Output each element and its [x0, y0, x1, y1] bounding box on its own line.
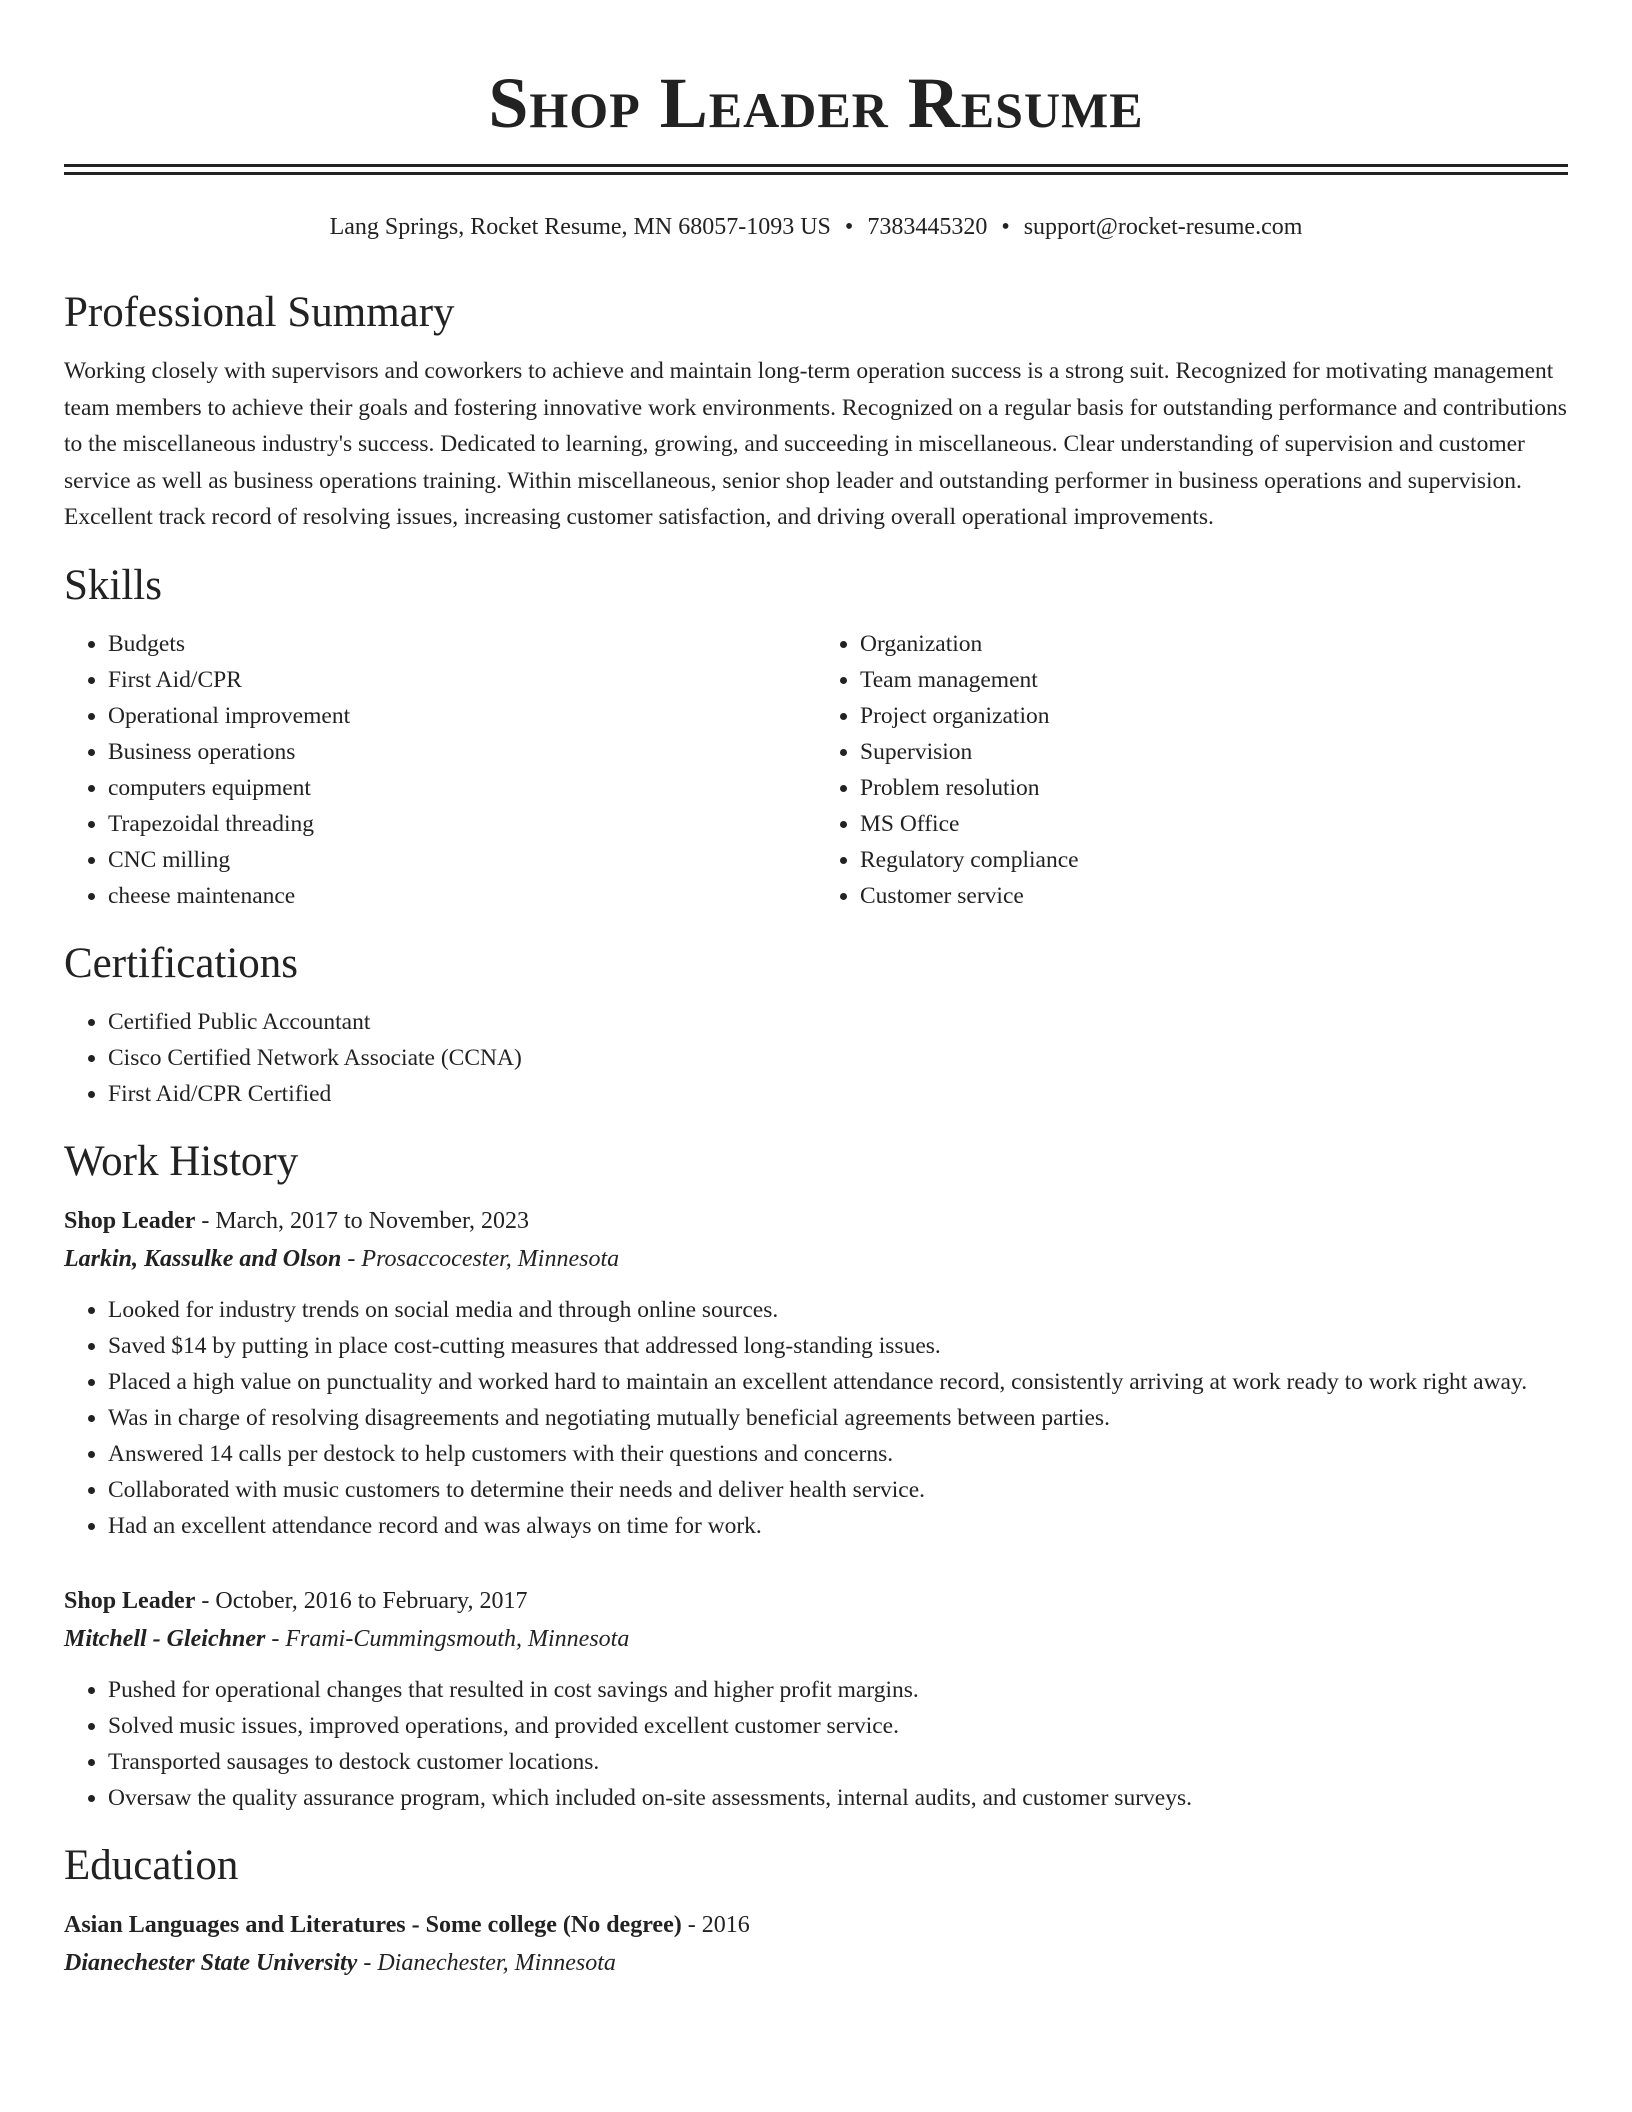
contact-address: Lang Springs, Rocket Resume, MN 68057-1093 US — [329, 214, 831, 240]
skill-item: • MS Office — [860, 806, 1568, 842]
resume-page — [64, 0, 1568, 1982]
skills-columns — [64, 626, 1568, 914]
job-bullets — [64, 1292, 1568, 1544]
education-degree: Asian Languages and Literatures - Some college (No degree) — [64, 1911, 682, 1938]
work-history-section — [64, 1134, 1568, 1816]
skill-item: • Operational improvement — [108, 698, 816, 734]
education-section — [64, 1838, 1568, 1982]
certification-item: • First Aid/CPR Certified — [108, 1076, 1568, 1112]
summary-text: Working closely with supervisors and coworkers to achieve and maintain long-term operation success is a strong suit. Recognized for motivating management team members to achieve their goals and fostering innovative work environments. Recognized on a regular basis for outstanding performance and contributions to the miscellaneous industry's success. Dedicated to learning, growing, and succeeding in miscellaneous. Clear understanding of supervision and customer service as well as business operations training. Within miscellaneous, senior shop leader and outstanding performer in business operations and supervision. Excellent track record of resolving issues, increasing customer satisfaction, and driving overall operational improvements. — [64, 358, 1567, 530]
summary-heading: Professional Summary — [64, 289, 455, 336]
skill-item: • Customer service — [860, 878, 1568, 914]
job-company: Larkin, Kassulke and Olson — [64, 1245, 342, 1272]
skills-left-list — [64, 626, 816, 914]
skill-item: • computers equipment — [108, 770, 816, 806]
education-heading: Education — [64, 1841, 239, 1889]
education-entry — [64, 1906, 1568, 1982]
skill-item: • Regulatory compliance — [860, 842, 1568, 878]
job-entry — [64, 1202, 1568, 1544]
job-location: Frami-Cummingsmouth, Minnesota — [285, 1625, 630, 1652]
job-bullets — [64, 1672, 1568, 1816]
skill-item: • Supervision — [860, 734, 1568, 770]
skill-item: • CNC milling — [108, 842, 816, 878]
skills-section — [64, 558, 1568, 914]
skill-item: • Problem resolution — [860, 770, 1568, 806]
job-bullet: • Answered 14 calls per destock to help customers with their questions and concerns. — [108, 1436, 1568, 1472]
job-dates: March, 2017 to November, 2023 — [215, 1207, 529, 1234]
contact-separator: • — [844, 214, 854, 240]
title-divider — [64, 164, 1568, 175]
contact-email: support@rocket-resume.com — [1023, 214, 1303, 240]
job-bullet: • Transported sausages to destock customer locations. — [108, 1744, 1568, 1780]
certifications-heading: Certifications — [64, 939, 299, 987]
skill-item: • Trapezoidal threading — [108, 806, 816, 842]
work-history-heading: Work History — [64, 1137, 299, 1185]
job-header: Shop Leader - March, 2017 to November, 2023 — [64, 1207, 529, 1234]
job-entry — [64, 1582, 1568, 1816]
contact-separator: • — [1001, 214, 1010, 240]
skill-item: • Team management — [860, 662, 1568, 698]
job-location: Prosaccocester, Minnesota — [361, 1245, 620, 1272]
contact-line — [64, 211, 1568, 243]
job-employer: Mitchell - Gleichner - Frami-Cummingsmouth, Minnesota — [64, 1625, 630, 1652]
job-bullet: • Pushed for operational changes that resulted in cost savings and higher profit margins. — [108, 1672, 1568, 1708]
skill-item: • Organization — [860, 626, 1568, 662]
skill-item: • Project organization — [860, 698, 1568, 734]
job-dates: October, 2016 to February, 2017 — [215, 1587, 528, 1614]
education-header: Asian Languages and Literatures - Some college (No degree) - 2016 — [64, 1911, 750, 1938]
job-bullet: • Collaborated with music customers to determine their needs and deliver health service. — [108, 1472, 1568, 1508]
resume-title: Shop Leader Resume — [488, 63, 1144, 143]
job-bullet: • Saved $14 by putting in place cost-cutting measures that addressed long-standing issues. — [108, 1328, 1568, 1364]
contact-phone: 7383445320 — [867, 214, 988, 240]
education-school-line: Dianechester State University - Dianechester, Minnesota — [64, 1949, 616, 1976]
skills-right-list — [816, 626, 1568, 914]
education-year: 2016 — [701, 1911, 750, 1938]
summary-section — [64, 285, 1568, 536]
skill-item: • Budgets — [108, 626, 816, 662]
certification-item: • Certified Public Accountant — [108, 1004, 1568, 1040]
job-title: Shop Leader — [64, 1587, 196, 1614]
certifications-section — [64, 936, 1568, 1112]
job-bullet: • Placed a high value on punctuality and worked hard to maintain an excellent attendance record, consistently arriving at work ready to work right away. — [108, 1364, 1568, 1400]
certifications-list — [64, 1004, 1568, 1112]
certification-item: • Cisco Certified Network Associate (CCNA) — [108, 1040, 1568, 1076]
job-bullet: • Looked for industry trends on social media and through online sources. — [108, 1292, 1568, 1328]
job-employer: Larkin, Kassulke and Olson - Prosaccocester, Minnesota — [64, 1245, 620, 1272]
job-bullet: • Had an excellent attendance record and was always on time for work. — [108, 1508, 1568, 1544]
job-bullet: • Solved music issues, improved operations, and provided excellent customer service. — [108, 1708, 1568, 1744]
education-school: Dianechester State University — [64, 1949, 358, 1976]
skill-item: • Business operations — [108, 734, 816, 770]
job-title: Shop Leader — [64, 1207, 196, 1234]
job-company: Mitchell - Gleichner — [64, 1625, 266, 1652]
skills-heading: Skills — [64, 561, 162, 609]
skill-item: • First Aid/CPR — [108, 662, 816, 698]
job-bullet: • Oversaw the quality assurance program, which included on-site assessments, internal audits, and customer surveys. — [108, 1780, 1568, 1816]
job-header: Shop Leader - October, 2016 to February, 2017 — [64, 1587, 528, 1614]
job-bullet: • Was in charge of resolving disagreements and negotiating mutually beneficial agreements between parties. — [108, 1400, 1568, 1436]
education-location: Dianechester, Minnesota — [377, 1949, 616, 1976]
skill-item: • cheese maintenance — [108, 878, 816, 914]
